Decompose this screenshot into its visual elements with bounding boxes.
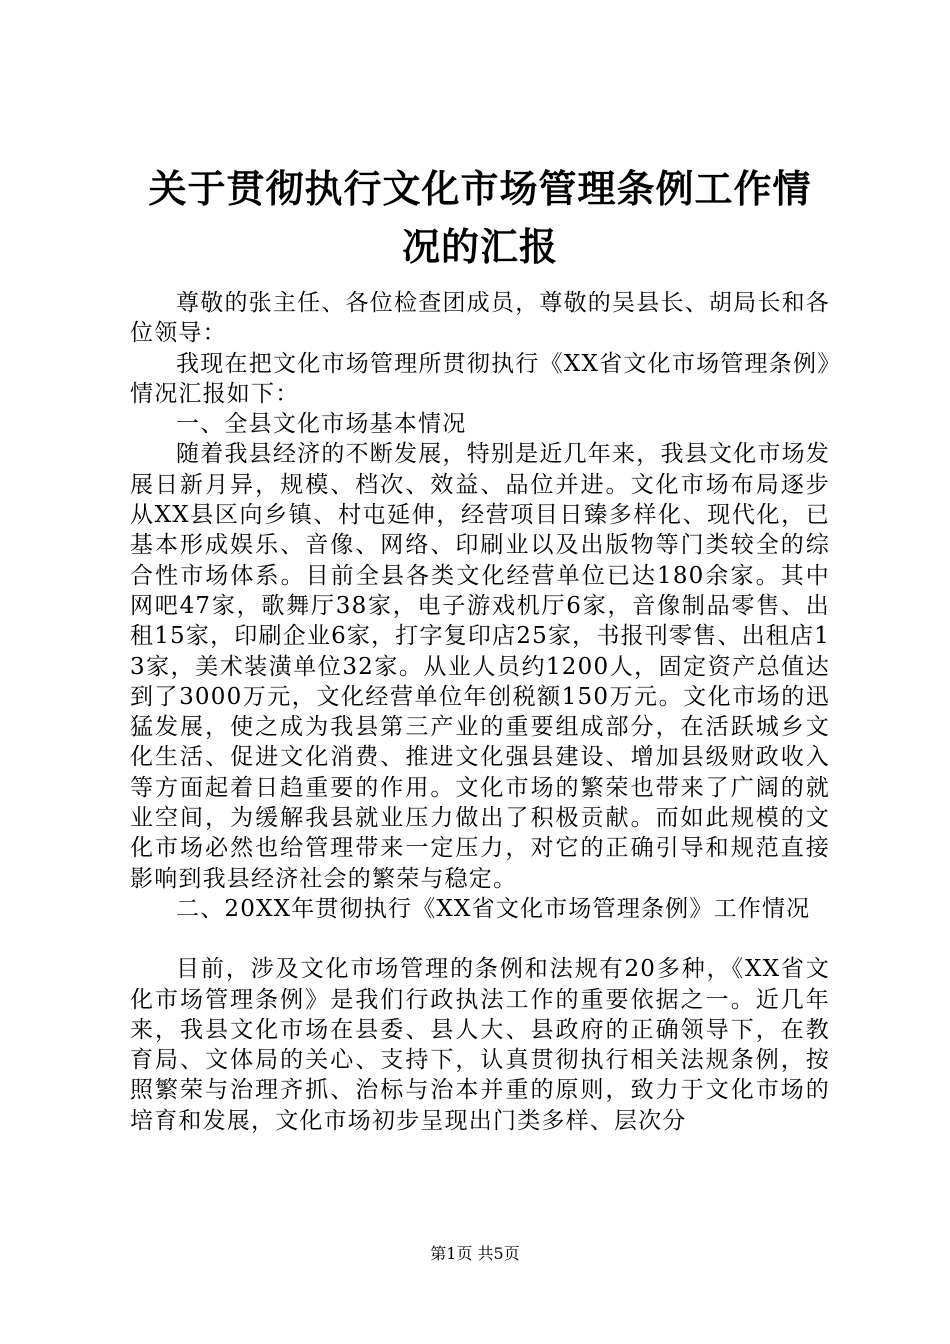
section-heading-2: 二、20XX年贯彻执行《XX省文化市场管理条例》工作情况 xyxy=(176,895,811,922)
page-footer: 第1页 共5页 xyxy=(430,1244,520,1263)
section-body-1: 随着我县经济的不断发展，特别是近几年来，我县文化市场发展日新月异，规模、档次、效益、品位并进。文化市场布局逐步从XX县区向乡镇、村屯延伸，经营项目日臻多样化、现代化，已基本形成娱乐、音像、网络、印刷业以及出版物等门类较全的综合性市场体系。目前全县各类文化经营单位已达180余家。其中网吧47家，歌舞厅38家，电子游戏机厅6家，音像制品零售、出租15家，印刷企业6家，打字复印店25家，书报刊零售、出租店13家，美术装潢单位32家。从业人员约1200人，固定资产总值达到了3000万元，文化经营单位年创税额150万元。文化市场的迅猛发展，使之成为我县第三产业的重要组成部分，在活跃城乡文化生活、促进文化消费、推进文化强县建设、增加县级财政收入等方面起着日趋重要的作用。文化市场的繁荣也带来了广阔的就业空间，为缓解我县就业压力做出了积极贡献。而如此规模的文化市场必然也给管理带来一定压力，对它的正确引导和规范直接影响到我县经济社会的繁荣与稳定。 xyxy=(130,441,830,892)
document-page xyxy=(130,160,830,1136)
paragraph-gap xyxy=(130,924,830,954)
salutation: 尊敬的张主任、各位检查团成员，尊敬的吴县长、胡局长和各位领导： xyxy=(130,290,830,347)
section-body-2: 目前，涉及文化市场管理的条例和法规有20多种，《XX省文化市场管理条例》是我们行政执法工作的重要依据之一。近几年来，我县文化市场在县委、县人大、县政府的正确领导下，在教育局、文体局的关心、支持下，认真贯彻执行相关法规条例，按照繁荣与治理齐抓、治标与治本并重的原则，致力于文化市场的培育和发展，文化市场初步呈现出门类多样、层次分 xyxy=(130,956,830,1134)
document-title: 关于贯彻执行文化市场管理条例工作情况的汇报 xyxy=(148,166,812,269)
document-body xyxy=(130,288,830,1136)
intro-paragraph: 我现在把文化市场管理所贯彻执行《XX省文化市场管理条例》情况汇报如下： xyxy=(130,350,830,407)
section-heading-1: 一、全县文化市场基本情况 xyxy=(176,411,467,438)
